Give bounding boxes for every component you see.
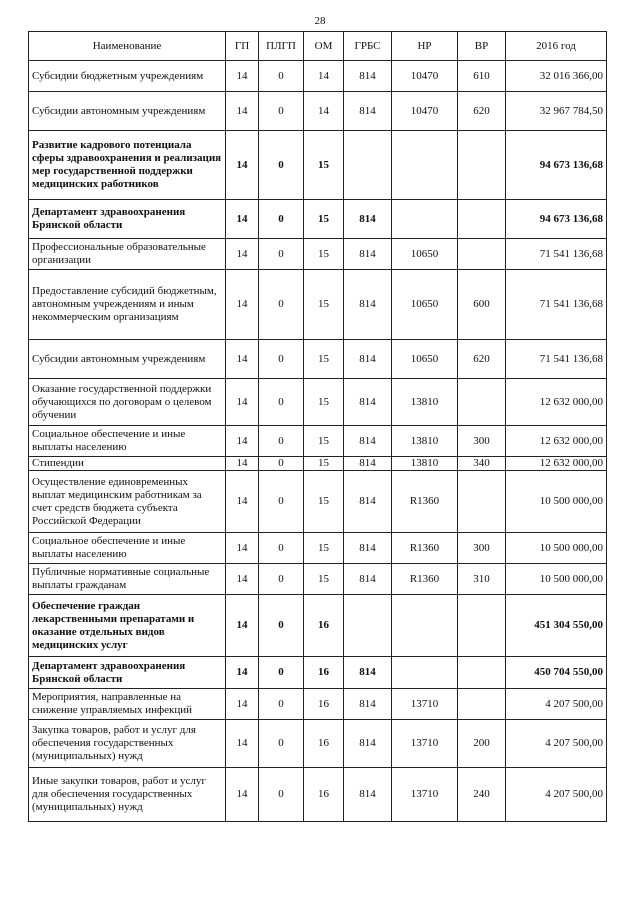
row-om: 16	[304, 768, 344, 822]
row-name: Стипендии	[29, 457, 226, 471]
row-name: Департамент здравоохранения Брянской области	[29, 657, 226, 689]
row-name: Развитие кадрового потенциала сферы здравоохранения и реализация мер государственной поддержки медицинских работников	[29, 131, 226, 200]
column-header-nr: НР	[392, 32, 458, 61]
table-row	[29, 457, 607, 471]
row-plgp: 0	[259, 689, 304, 720]
row-nr: R1360	[392, 533, 458, 564]
row-plgp: 0	[259, 564, 304, 595]
row-vr: 600	[458, 270, 506, 340]
row-plgp: 0	[259, 720, 304, 768]
row-name: Закупка товаров, работ и услуг для обеспечения государственных (муниципальных) нужд	[29, 720, 226, 768]
row-nr: 13810	[392, 457, 458, 471]
row-grbs: 814	[344, 657, 392, 689]
row-plgp: 0	[259, 595, 304, 657]
row-nr: 13710	[392, 768, 458, 822]
row-om: 15	[304, 379, 344, 426]
row-gp: 14	[226, 533, 259, 564]
row-om: 15	[304, 426, 344, 457]
row-nr: R1360	[392, 564, 458, 595]
row-gp: 14	[226, 720, 259, 768]
row-grbs	[344, 595, 392, 657]
row-nr: 10650	[392, 270, 458, 340]
row-nr: 10470	[392, 61, 458, 92]
row-grbs: 814	[344, 92, 392, 131]
row-vr: 300	[458, 533, 506, 564]
row-name: Осуществление единовременных выплат медицинским работникам за счет средств бюджета субъекта Российской Федерации	[29, 471, 226, 533]
row-grbs	[344, 131, 392, 200]
row-plgp: 0	[259, 92, 304, 131]
row-nr	[392, 595, 458, 657]
row-name: Оказание государственной поддержки обучающихся по договорам о целевом обучении	[29, 379, 226, 426]
table-row	[29, 61, 607, 92]
row-grbs: 814	[344, 689, 392, 720]
row-om: 15	[304, 457, 344, 471]
row-om: 15	[304, 471, 344, 533]
row-gp: 14	[226, 379, 259, 426]
row-grbs: 814	[344, 457, 392, 471]
row-vr	[458, 239, 506, 270]
column-header-plgp: ПЛГП	[259, 32, 304, 61]
row-nr	[392, 657, 458, 689]
row-plgp: 0	[259, 200, 304, 239]
row-vr: 340	[458, 457, 506, 471]
table-row	[29, 426, 607, 457]
row-om: 15	[304, 239, 344, 270]
row-gp: 14	[226, 426, 259, 457]
row-plgp: 0	[259, 457, 304, 471]
row-nr: 13810	[392, 426, 458, 457]
row-plgp: 0	[259, 340, 304, 379]
row-vr	[458, 595, 506, 657]
table-row	[29, 270, 607, 340]
row-amount: 10 500 000,00	[506, 533, 607, 564]
row-name: Иные закупки товаров, работ и услуг для обеспечения государственных (муниципальных) нужд	[29, 768, 226, 822]
row-name: Социальное обеспечение и иные выплаты населению	[29, 533, 226, 564]
row-amount: 94 673 136,68	[506, 131, 607, 200]
row-amount: 71 541 136,68	[506, 340, 607, 379]
row-amount: 12 632 000,00	[506, 379, 607, 426]
row-amount: 4 207 500,00	[506, 768, 607, 822]
row-gp: 14	[226, 131, 259, 200]
row-plgp: 0	[259, 426, 304, 457]
row-gp: 14	[226, 595, 259, 657]
column-header-gp: ГП	[226, 32, 259, 61]
row-grbs: 814	[344, 340, 392, 379]
row-name: Субсидии автономным учреждениям	[29, 92, 226, 131]
row-gp: 14	[226, 61, 259, 92]
row-amount: 451 304 550,00	[506, 595, 607, 657]
row-grbs: 814	[344, 720, 392, 768]
row-om: 15	[304, 340, 344, 379]
column-header-grbs: ГРБС	[344, 32, 392, 61]
row-nr: 13710	[392, 720, 458, 768]
column-header-om: ОМ	[304, 32, 344, 61]
row-gp: 14	[226, 239, 259, 270]
row-amount: 32 967 784,50	[506, 92, 607, 131]
row-gp: 14	[226, 564, 259, 595]
row-plgp: 0	[259, 61, 304, 92]
row-amount: 10 500 000,00	[506, 471, 607, 533]
table-row	[29, 92, 607, 131]
table-row	[29, 689, 607, 720]
row-name: Публичные нормативные социальные выплаты гражданам	[29, 564, 226, 595]
row-amount: 4 207 500,00	[506, 689, 607, 720]
row-amount: 32 016 366,00	[506, 61, 607, 92]
row-om: 15	[304, 533, 344, 564]
row-plgp: 0	[259, 131, 304, 200]
row-vr: 240	[458, 768, 506, 822]
row-name: Предоставление субсидий бюджетным, автономным учреждениям и иным некоммерческим организациям	[29, 270, 226, 340]
table-row	[29, 379, 607, 426]
row-vr: 310	[458, 564, 506, 595]
row-gp: 14	[226, 92, 259, 131]
row-plgp: 0	[259, 239, 304, 270]
row-amount: 94 673 136,68	[506, 200, 607, 239]
row-plgp: 0	[259, 379, 304, 426]
row-vr: 620	[458, 340, 506, 379]
row-vr: 610	[458, 61, 506, 92]
table-row	[29, 239, 607, 270]
row-om: 16	[304, 657, 344, 689]
row-name: Субсидии автономным учреждениям	[29, 340, 226, 379]
row-om: 14	[304, 92, 344, 131]
row-grbs: 814	[344, 379, 392, 426]
row-om: 16	[304, 689, 344, 720]
row-vr	[458, 657, 506, 689]
row-nr: 10470	[392, 92, 458, 131]
row-grbs: 814	[344, 426, 392, 457]
row-gp: 14	[226, 340, 259, 379]
row-vr	[458, 689, 506, 720]
page-number: 28	[314, 15, 326, 27]
row-gp: 14	[226, 200, 259, 239]
table-row	[29, 595, 607, 657]
row-nr	[392, 131, 458, 200]
table-row	[29, 657, 607, 689]
row-nr: 10650	[392, 340, 458, 379]
row-gp: 14	[226, 689, 259, 720]
table-row	[29, 200, 607, 239]
row-om: 16	[304, 720, 344, 768]
row-om: 15	[304, 564, 344, 595]
row-gp: 14	[226, 457, 259, 471]
row-grbs: 814	[344, 564, 392, 595]
row-vr: 200	[458, 720, 506, 768]
header-row	[29, 32, 607, 61]
row-vr	[458, 131, 506, 200]
row-gp: 14	[226, 768, 259, 822]
table-row	[29, 131, 607, 200]
row-gp: 14	[226, 657, 259, 689]
table-row	[29, 533, 607, 564]
row-gp: 14	[226, 471, 259, 533]
row-grbs: 814	[344, 471, 392, 533]
row-nr: 13710	[392, 689, 458, 720]
row-amount: 12 632 000,00	[506, 457, 607, 471]
row-name: Департамент здравоохранения Брянской области	[29, 200, 226, 239]
row-om: 14	[304, 61, 344, 92]
row-plgp: 0	[259, 657, 304, 689]
row-amount: 71 541 136,68	[506, 270, 607, 340]
row-om: 16	[304, 595, 344, 657]
row-plgp: 0	[259, 270, 304, 340]
row-plgp: 0	[259, 768, 304, 822]
row-name: Субсидии бюджетным учреждениям	[29, 61, 226, 92]
table-row	[29, 720, 607, 768]
row-vr	[458, 379, 506, 426]
row-om: 15	[304, 131, 344, 200]
row-vr: 300	[458, 426, 506, 457]
table-row	[29, 340, 607, 379]
row-amount: 4 207 500,00	[506, 720, 607, 768]
column-header-vr: ВР	[458, 32, 506, 61]
row-nr: 10650	[392, 239, 458, 270]
row-amount: 12 632 000,00	[506, 426, 607, 457]
row-name: Обеспечение граждан лекарственными препаратами и оказание отдельных видов медицинских услуг	[29, 595, 226, 657]
row-amount: 450 704 550,00	[506, 657, 607, 689]
row-nr: R1360	[392, 471, 458, 533]
row-name: Социальное обеспечение и иные выплаты населению	[29, 426, 226, 457]
row-amount: 71 541 136,68	[506, 239, 607, 270]
row-name: Профессиональные образовательные организации	[29, 239, 226, 270]
row-grbs: 814	[344, 200, 392, 239]
budget-table	[28, 31, 607, 822]
row-vr	[458, 471, 506, 533]
row-grbs: 814	[344, 768, 392, 822]
table-row	[29, 768, 607, 822]
row-plgp: 0	[259, 533, 304, 564]
column-header-year: 2016 год	[506, 32, 607, 61]
table-row	[29, 471, 607, 533]
row-vr: 620	[458, 92, 506, 131]
row-grbs: 814	[344, 533, 392, 564]
row-nr	[392, 200, 458, 239]
row-gp: 14	[226, 270, 259, 340]
table-row	[29, 564, 607, 595]
column-header-name: Наименование	[29, 32, 226, 61]
row-name: Мероприятия, направленные на снижение управляемых инфекций	[29, 689, 226, 720]
row-nr: 13810	[392, 379, 458, 426]
row-amount: 10 500 000,00	[506, 564, 607, 595]
row-om: 15	[304, 200, 344, 239]
row-grbs: 814	[344, 270, 392, 340]
row-om: 15	[304, 270, 344, 340]
row-plgp: 0	[259, 471, 304, 533]
row-grbs: 814	[344, 61, 392, 92]
row-vr	[458, 200, 506, 239]
row-grbs: 814	[344, 239, 392, 270]
